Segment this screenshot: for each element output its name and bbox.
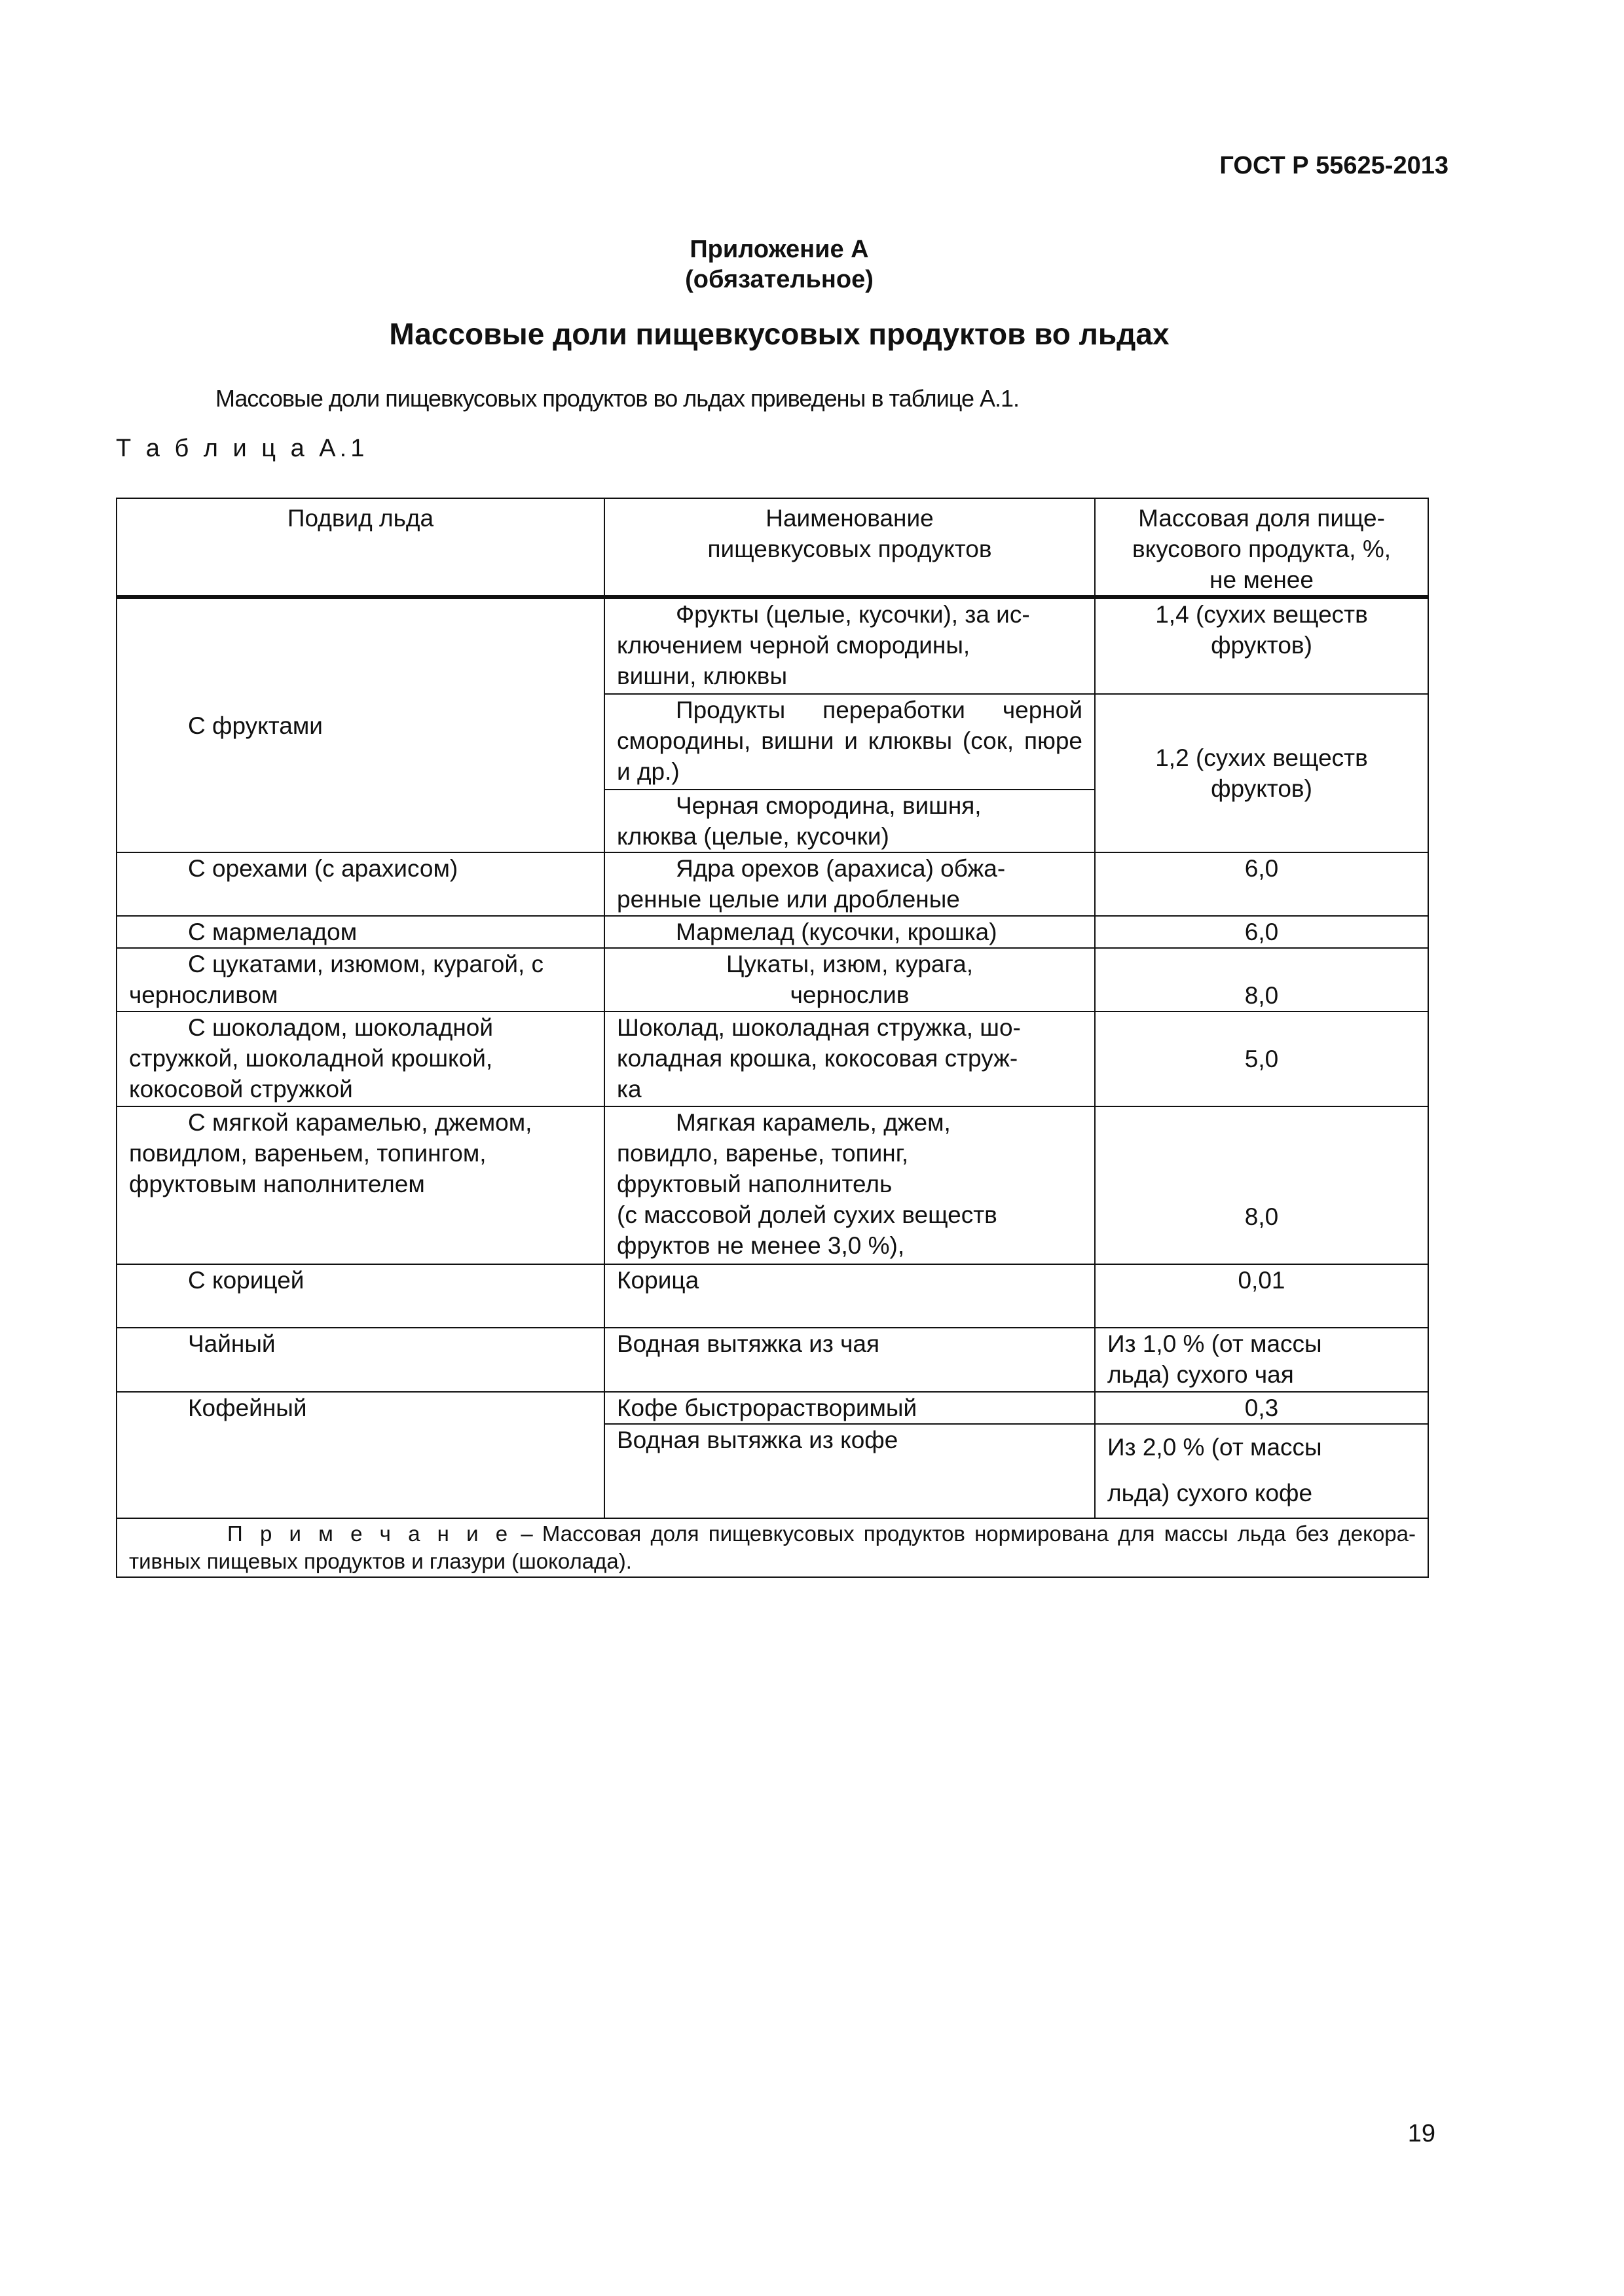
table-note xyxy=(117,1518,1428,1577)
subtype-chocolate: С шоколадом, шоколадной стружкой, шоколадной крошкой, кокосовой стружкой xyxy=(117,1011,604,1106)
subtype-nuts: С орехами (с арахисом) xyxy=(117,852,604,916)
intro-paragraph: Массовые доли пищевкусовых продуктов во льдах приведены в таблице А.1. xyxy=(215,385,1020,412)
product-coffee-extract: Водная вытяжка из кофе xyxy=(604,1424,1095,1518)
table-row xyxy=(117,852,1428,916)
value-fruits-processed: 1,2 (сухих веществ фруктов) xyxy=(1095,694,1428,852)
subtype-caramel: С мягкой карамелью, джемом, повидлом, вареньем, топингом, фруктовым наполнителем xyxy=(117,1106,604,1264)
value-marmalade: 6,0 xyxy=(1095,916,1428,948)
product-cinnamon: Корица xyxy=(604,1264,1095,1328)
table-row xyxy=(117,948,1428,1011)
subtype-fruits: С фруктами xyxy=(117,597,604,852)
mass-fraction-table xyxy=(116,498,1429,1578)
table-header-row xyxy=(117,498,1428,597)
mass-fraction-table-container xyxy=(116,498,1428,1578)
subtype-cinnamon: С корицей xyxy=(117,1264,604,1328)
appendix-label: Приложение А xyxy=(690,236,869,263)
table-row xyxy=(117,1392,1428,1424)
note-text: – Массовая доля пищевкусовых продуктов нормирована для массы льда без декора-тивных пищевых продуктов и глазури (шоколада). xyxy=(129,1522,1416,1573)
product-coffee-instant: Кофе быстрорастворимый xyxy=(604,1392,1095,1424)
product-marmalade: Мармелад (кусочки, крошка) xyxy=(604,916,1095,948)
header-mass-fraction: Массовая доля пище- вкусового продукта, %, не менее xyxy=(1095,498,1428,597)
table-row xyxy=(117,1264,1428,1328)
value-candied: 8,0 xyxy=(1095,948,1428,1011)
header-ice-subtype: Подвид льда xyxy=(117,498,604,597)
product-nuts: Ядра орехов (арахиса) обжа- ренные целые или дробленые xyxy=(604,852,1095,916)
value-coffee-extract: Из 2,0 % (от массы льда) сухого кофе xyxy=(1095,1424,1428,1518)
page-number: 19 xyxy=(1407,2120,1435,2147)
subtype-marmalade: С мармеладом xyxy=(117,916,604,948)
table-caption: Т а б л и ц а А.1 xyxy=(116,435,369,462)
table-row xyxy=(117,916,1428,948)
product-chocolate: Шоколад, шоколадная стружка, шо- коладная крошка, кокосовая струж- ка xyxy=(604,1011,1095,1106)
table-row xyxy=(117,1328,1428,1392)
subtype-tea: Чайный xyxy=(117,1328,604,1392)
product-fruits-whole: Фрукты (целые, кусочки), за ис- ключением черной смородины, вишни, клюквы xyxy=(604,597,1095,694)
value-coffee-instant: 0,3 xyxy=(1095,1392,1428,1424)
note-label: П р и м е ч а н и е xyxy=(227,1522,512,1546)
value-cinnamon: 0,01 xyxy=(1095,1264,1428,1328)
product-caramel: Мягкая карамель, джем, повидло, варенье, топинг, фруктовый наполнитель (с массовой долей сухих веществ фруктов не менее 3,0 %), xyxy=(604,1106,1095,1264)
table-row xyxy=(117,1106,1428,1264)
document-code: ГОСТ Р 55625-2013 xyxy=(1219,152,1449,179)
header-product-name: Наименование пищевкусовых продуктов xyxy=(604,498,1095,597)
table-note-row xyxy=(117,1518,1428,1577)
table-row xyxy=(117,597,1428,694)
appendix-status: (обязательное) xyxy=(685,266,874,293)
subtype-coffee: Кофейный xyxy=(117,1392,604,1518)
product-tea: Водная вытяжка из чая xyxy=(604,1328,1095,1392)
product-fruits-berries: Черная смородина, вишня, клюква (целые, кусочки) xyxy=(604,790,1095,852)
appendix-title: Массовые доли пищевкусовых продуктов во льдах xyxy=(389,317,1170,351)
value-fruits-whole: 1,4 (сухих веществ фруктов) xyxy=(1095,597,1428,694)
value-tea: Из 1,0 % (от массы льда) сухого чая xyxy=(1095,1328,1428,1392)
value-caramel: 8,0 xyxy=(1095,1106,1428,1264)
value-chocolate: 5,0 xyxy=(1095,1011,1428,1106)
subtype-candied: С цукатами, изюмом, курагой, с черносливом xyxy=(117,948,604,1011)
product-candied: Цукаты, изюм, курага, чернослив xyxy=(604,948,1095,1011)
value-nuts: 6,0 xyxy=(1095,852,1428,916)
product-fruits-processed: Продукты переработки черной смородины, вишни и клюквы (сок, пюре и др.) xyxy=(604,694,1095,790)
table-row xyxy=(117,1011,1428,1106)
